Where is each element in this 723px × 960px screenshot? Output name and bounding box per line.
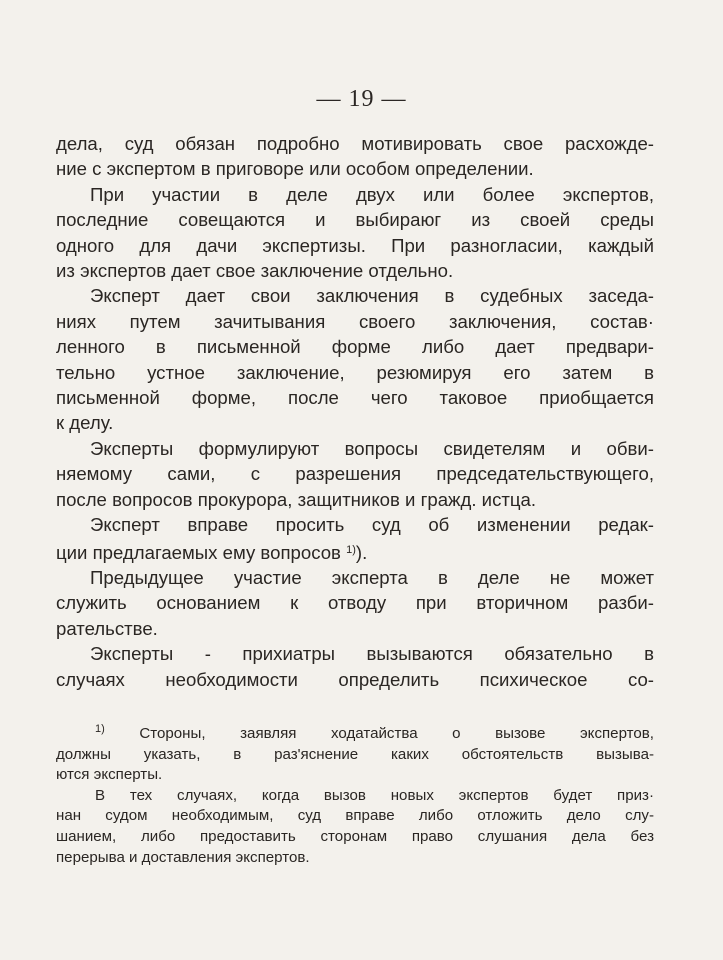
footnote-line: перерыва и доставления экспертов.	[56, 848, 310, 866]
text-line: Эксперты - прихиатры вызываются обязательно в	[90, 643, 654, 665]
text-line: Эксперты формулируют вопросы свидетелям и обви-	[90, 437, 654, 459]
text-line: рательстве.	[56, 617, 158, 639]
text-line: одного для дачи экспертизы. При разногласии, каждый	[56, 234, 654, 256]
text-line: ленного в письменной форме либо дает предвари-	[56, 336, 654, 358]
text-line: няемому сами, с разрешения председательствующего,	[56, 463, 654, 485]
footnote-line: должны указать, в раз'яснение каких обстоятельств вызыва-	[56, 745, 654, 763]
footnotes	[56, 719, 654, 868]
footnote-number: 1)	[95, 723, 105, 735]
footnote-text: Стороны, заявляя ходатайства о вызове экспертов,	[139, 725, 654, 742]
text-line: служить основанием к отводу при вторичном разби-	[56, 592, 654, 614]
footnote-line: шанием, либо предоставить сторонам право слушания дела без	[56, 827, 654, 845]
text-line: дела, суд обязан подробно мотивировать свое расхожде-	[56, 133, 654, 154]
text-line: последние совещаются и выбираюг из своей среды	[56, 209, 654, 231]
page-number: — 19 —	[316, 86, 407, 112]
text-line: Эксперт вправе просить суд об изменении редак-	[90, 514, 654, 536]
footnote-line	[76, 719, 654, 745]
text-line: ние с экспертом в приговоре или особом определении.	[56, 158, 534, 180]
text-line: из экспертов дает свое заключение отдельно.	[56, 260, 454, 282]
footnote-line: В тех случаях, когда вызов новых экспертов будет приз·	[95, 786, 654, 804]
text-line: случаях необходимости определить психическое со-	[56, 668, 654, 690]
footnote-line: ются эксперты.	[56, 766, 163, 784]
text-line: При участии в деле двух или более экспертов,	[90, 183, 654, 205]
text-line: тельно устное заключение, резюмируя его затем в	[56, 361, 654, 383]
footnote-marker-tail: ).	[355, 541, 368, 563]
footnote-marker: 1)	[346, 543, 356, 556]
text-line: после вопросов прокурора, защитников и гражд. истца.	[56, 488, 537, 510]
text-line: ниях путем зачитывания своего заключения, состав·	[56, 310, 654, 332]
text-line: к делу.	[56, 412, 114, 434]
text-line	[56, 538, 654, 565]
text-line: Предыдущее участие эксперта в деле не может	[90, 566, 654, 588]
text-span: ции предлагаемых ему вопросов	[56, 541, 341, 563]
footnote-line: нан судом необходимым, суд вправе либо отложить дело слу-	[56, 807, 654, 825]
text-line: Эксперт дает свои заключения в судебных заседа-	[90, 285, 654, 307]
main-text	[56, 131, 654, 692]
text-line: письменной форме, после чего таковое приобщается	[56, 387, 654, 409]
